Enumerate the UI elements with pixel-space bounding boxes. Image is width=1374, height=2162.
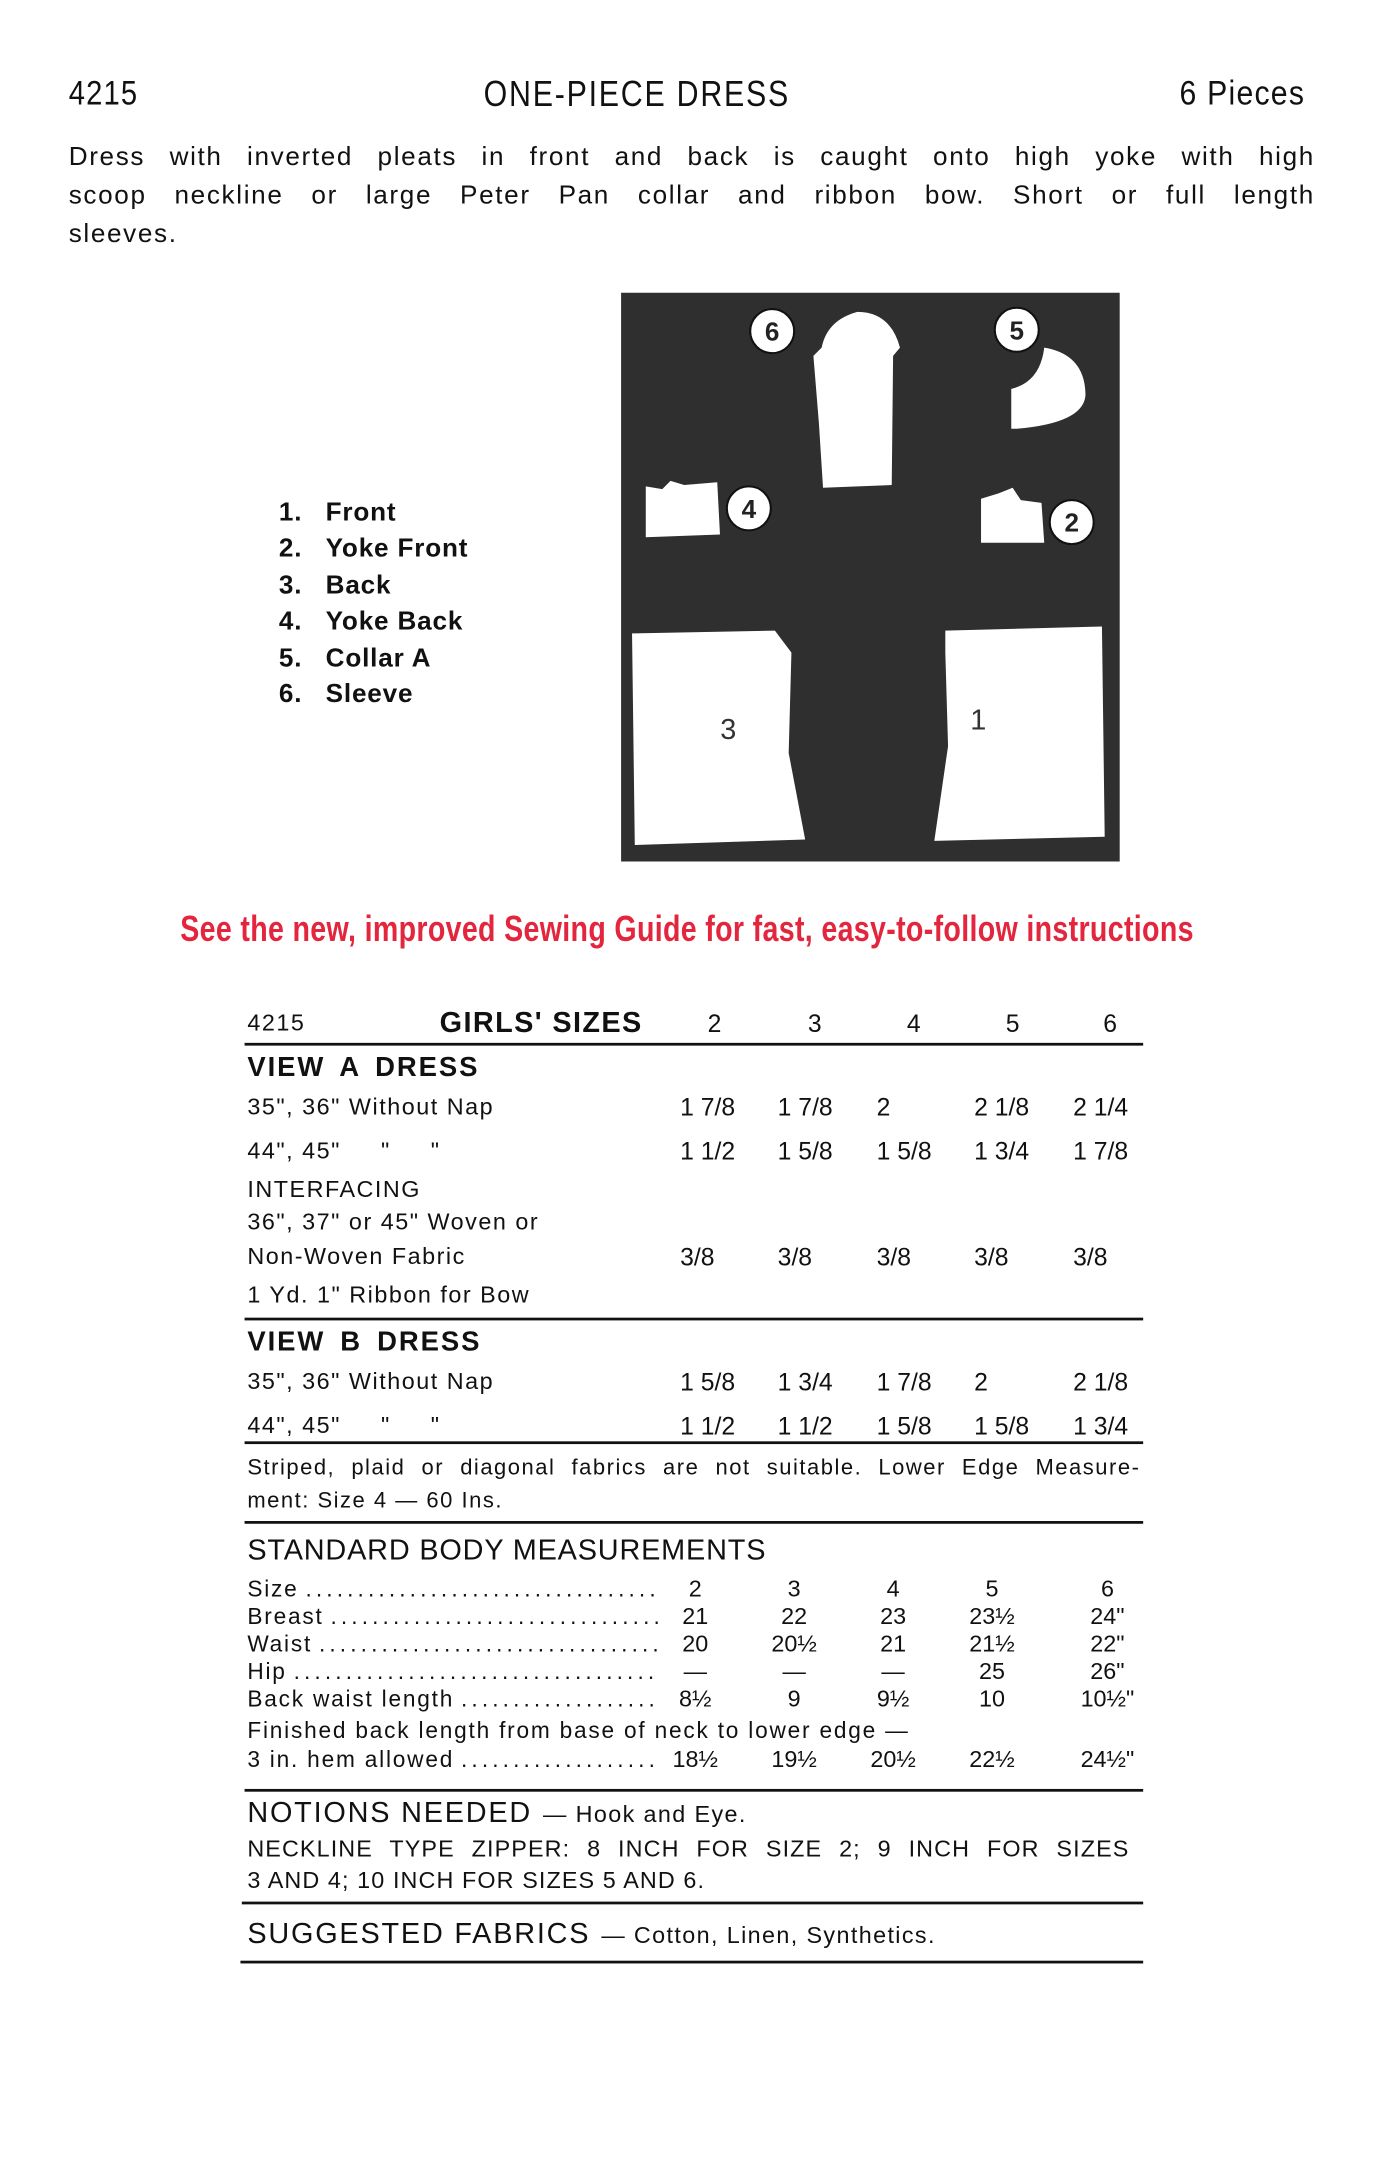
piece-number-1: 1 (970, 704, 987, 737)
measurement-label-text: Back waist length (247, 1687, 455, 1713)
fabric-width-label: 44", 45" " " (247, 1412, 441, 1439)
dot-leader (294, 1658, 660, 1685)
measurement-value: 21 (682, 1603, 709, 1630)
measurement-label (247, 1686, 659, 1713)
ribbon-label: 1 Yd. 1" Ribbon for Bow (247, 1281, 531, 1309)
yardage-value: 2 (876, 1093, 891, 1122)
size-header: 5 (1005, 1009, 1020, 1038)
measurement-label (247, 1658, 659, 1685)
table-row (245, 1206, 1144, 1239)
measurement-value: 19½ (771, 1746, 817, 1773)
pattern-number: 4215 (68, 74, 139, 113)
divider-line (245, 1789, 1144, 1792)
dot-leader (461, 1686, 660, 1713)
suggested-fabrics-text: — Cotton, Linen, Synthetics. (601, 1922, 936, 1949)
zipper-line-1: NECKLINE TYPE ZIPPER: 8 INCH FOR SIZE 2; 9 INCH FOR SIZES (247, 1835, 1130, 1862)
size-header: 4 (906, 1009, 921, 1038)
measurement-row (245, 1746, 1144, 1773)
fabric-width-label: 35", 36" Without Nap (247, 1093, 495, 1120)
piece-list-number: 1. (278, 498, 303, 528)
yardage-value: 1 3/4 (1073, 1412, 1129, 1440)
measurement-row (245, 1576, 1144, 1603)
piece-list-name: Sleeve (325, 680, 414, 709)
measurement-label (247, 1576, 659, 1603)
view-a-heading: VIEW A DRESS (247, 1052, 480, 1083)
measurement-label-text: Breast (247, 1604, 324, 1630)
zipper-line-2: 3 AND 4; 10 INCH FOR SIZES 5 AND 6. (247, 1867, 706, 1894)
description-line-1: Dress with inverted pleats in front and back is caught onto high yoke with high (68, 142, 1315, 172)
measurement-value: 25 (979, 1658, 1006, 1685)
table-row (245, 1173, 1144, 1206)
sewing-guide-banner-text: See the new, improved Sewing Guide for fast, easy-to-follow instructions (180, 908, 1194, 950)
dot-leader (461, 1746, 660, 1773)
table-row (245, 1135, 1144, 1168)
yardage-value: 1 7/8 (777, 1093, 833, 1122)
divider-line (245, 1043, 1144, 1046)
measurement-value: 20 (682, 1630, 709, 1658)
measurement-value: 3 (787, 1575, 801, 1603)
measurement-value: 20½ (870, 1746, 916, 1773)
yardage-pattern-number: 4215 (247, 1009, 306, 1036)
yardage-value: 3/8 (680, 1243, 715, 1271)
measurement-value: 18½ (672, 1746, 718, 1773)
measurement-value: — (881, 1658, 905, 1685)
yardage-value: 3/8 (777, 1243, 813, 1271)
yardage-value: 1 1/2 (777, 1412, 833, 1440)
notions-text: — Hook and Eye. (543, 1801, 747, 1828)
piece-number-3: 3 (720, 714, 737, 747)
description-line-2: scoop neckline or large Peter Pan collar and ribbon bow. Short or full length (68, 181, 1315, 211)
yardage-header-row (245, 1007, 1144, 1040)
piece-number-6: 6 (764, 316, 780, 347)
measurement-label-text: Hip (247, 1659, 287, 1685)
table-row (245, 1091, 1144, 1124)
yardage-value: 2 1/4 (1073, 1093, 1129, 1122)
piece-number-2: 2 (1064, 507, 1079, 538)
piece-list-name: Collar A (325, 643, 432, 673)
yardage-value: 1 3/4 (974, 1137, 1030, 1166)
size-header: 2 (707, 1009, 722, 1038)
pattern-title: ONE-PIECE DRESS (483, 72, 791, 115)
measurement-value: 24½" (1080, 1746, 1135, 1773)
table-row (245, 1241, 1144, 1274)
yardage-value: 1 7/8 (680, 1093, 736, 1122)
piece-number-4: 4 (741, 493, 757, 524)
yardage-value: 2 (974, 1368, 988, 1396)
view-a-heading-row (245, 1051, 1144, 1084)
yardage-value: 1 5/8 (876, 1137, 932, 1166)
measurement-label (247, 1631, 659, 1658)
yardage-value: 3/8 (1073, 1243, 1108, 1271)
body-measurements-heading-row (245, 1535, 1144, 1568)
measurement-value: 5 (985, 1575, 999, 1603)
divider-line (240, 1961, 1143, 1964)
pieces-count: 6 Pieces (1179, 74, 1306, 113)
measurement-value: 9 (787, 1685, 801, 1713)
yardage-value: 1 3/4 (777, 1368, 833, 1396)
size-header: 6 (1103, 1009, 1118, 1038)
view-b-heading: VIEW B DRESS (247, 1327, 482, 1358)
piece-list-number: 3. (278, 571, 303, 601)
measurement-value: 24" (1090, 1603, 1125, 1630)
piece-list-number: 2. (278, 535, 303, 564)
piece-list-name: Front (325, 498, 397, 528)
measurement-row (245, 1658, 1144, 1685)
measurement-value: 23½ (969, 1603, 1015, 1630)
yardage-value: 3/8 (876, 1243, 912, 1271)
measurement-value: 22 (781, 1603, 808, 1630)
yardage-value: 1 5/8 (777, 1137, 833, 1166)
measurement-label (247, 1603, 659, 1630)
measurement-label-text: Waist (247, 1632, 313, 1658)
measurement-label (247, 1746, 659, 1773)
yardage-value: 1 5/8 (680, 1368, 736, 1396)
dot-leader (305, 1576, 659, 1603)
piece-list-name: Yoke Back (325, 607, 464, 637)
finished-length-label: Finished back length from base of neck to lower edge — (247, 1718, 910, 1744)
divider-line (245, 1441, 1144, 1444)
measurement-value: 9½ (876, 1685, 910, 1713)
fabric-note-line-1: Striped, plaid or diagonal fabrics are not suitable. Lower Edge Measure- (247, 1456, 1141, 1480)
yardage-value: 1 5/8 (876, 1412, 932, 1440)
interfacing-width-label: 36", 37" or 45" Woven or (247, 1209, 540, 1236)
yardage-value: 1 1/2 (680, 1137, 736, 1166)
yardage-value: 1 5/8 (974, 1412, 1030, 1440)
table-row (245, 1366, 1144, 1399)
measurement-row (245, 1631, 1144, 1658)
body-measurements-title: STANDARD BODY MEASUREMENTS (247, 1534, 767, 1567)
piece-number-5: 5 (1009, 315, 1025, 346)
measurement-value: 2 (688, 1575, 702, 1603)
measurement-value: 20½ (771, 1630, 817, 1658)
piece-list-name: Back (325, 571, 392, 601)
notions-block (247, 1796, 746, 1833)
size-heading: GIRLS' SIZES (439, 1007, 643, 1039)
table-row (245, 1279, 1144, 1312)
measurement-value: 26" (1090, 1658, 1125, 1685)
measurement-value: 6 (1100, 1575, 1114, 1603)
view-b-heading-row (245, 1326, 1144, 1359)
measurement-row (245, 1603, 1144, 1630)
yardage-value: 1 7/8 (1073, 1137, 1129, 1166)
table-row (245, 1410, 1144, 1443)
interfacing-fabric-label: Non-Woven Fabric (247, 1243, 466, 1270)
description-line-3: sleeves. (68, 219, 178, 249)
interfacing-label: INTERFACING (247, 1176, 421, 1203)
divider-line (245, 1521, 1144, 1524)
yardage-value: 2 1/8 (974, 1093, 1030, 1122)
measurement-value: 22" (1090, 1630, 1125, 1658)
measurement-value: 23 (880, 1603, 907, 1630)
measurement-label-text: 3 in. hem allowed (247, 1747, 455, 1773)
dot-leader (330, 1603, 659, 1630)
measurement-value: 21 (880, 1630, 907, 1658)
fabric-width-label: 35", 36" Without Nap (247, 1368, 495, 1395)
yardage-value: 1 7/8 (876, 1368, 932, 1396)
finished-length-label-row (245, 1718, 1144, 1745)
piece-list-number: 4. (278, 607, 303, 637)
size-header: 3 (807, 1009, 822, 1038)
measurement-value: 10½" (1080, 1685, 1135, 1713)
measurement-value: — (782, 1658, 806, 1685)
measurement-value: 21½ (969, 1630, 1015, 1658)
suggested-fabrics-label: SUGGESTED FABRICS (247, 1918, 591, 1950)
piece-list-name: Yoke Front (325, 535, 469, 564)
yardage-value: 1 1/2 (680, 1412, 736, 1440)
piece-list-number: 6. (278, 680, 303, 709)
divider-line (245, 1318, 1144, 1321)
suggested-fabrics-block (247, 1917, 936, 1954)
dot-leader (319, 1631, 660, 1658)
measurement-label-text: Size (247, 1577, 299, 1603)
measurement-value: 10 (979, 1685, 1006, 1713)
yardage-value: 2 1/8 (1073, 1368, 1129, 1396)
measurement-value: 8½ (678, 1685, 712, 1713)
notions-row (245, 1796, 1144, 1832)
measurement-value: 22½ (969, 1746, 1015, 1773)
divider-line (242, 1902, 1143, 1905)
suggested-fabrics-row (245, 1917, 1144, 1953)
measurement-row (245, 1686, 1144, 1713)
piece-list-number: 5. (278, 643, 303, 673)
yardage-chart (245, 0, 1144, 2061)
fabric-width-label: 44", 45" " " (247, 1137, 441, 1164)
fabric-note-line-2: ment: Size 4 — 60 Ins. (247, 1489, 503, 1513)
yardage-value: 3/8 (974, 1243, 1009, 1271)
notions-label: NOTIONS NEEDED (247, 1797, 533, 1829)
measurement-value: — (683, 1658, 707, 1685)
measurement-value: 4 (886, 1575, 900, 1603)
